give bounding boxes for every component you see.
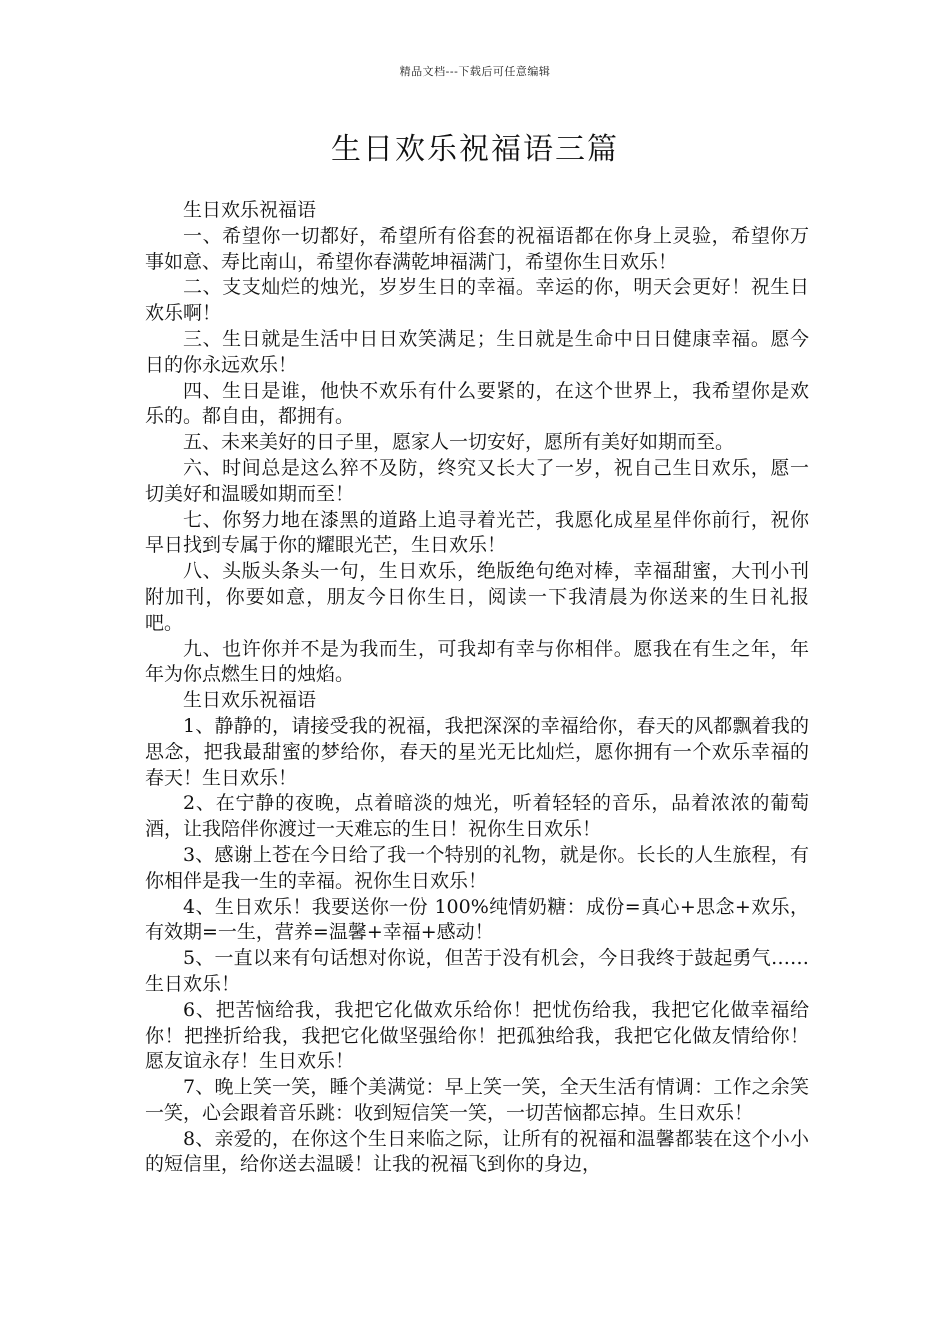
paragraph: 五、未来美好的日子里，愿家人一切安好，愿所有美好如期而至。 xyxy=(183,431,735,454)
paragraph: 6、把苦恼给我，我把它化做欢乐给你！把忧伤给我，我把它化做幸福给你！把挫折给我，我把它化做坚强给你！把孤独给我，我把它化做友情给你！愿友谊永存！生日欢乐！ xyxy=(145,998,809,1073)
section-heading: 生日欢乐祝福语 xyxy=(183,199,317,221)
paragraph: 5、一直以来有句话想对你说，但苦于没有机会，今日我终于鼓起勇气……生日欢乐！ xyxy=(145,947,809,995)
paragraph: 八、头版头条头一句，生日欢乐，绝版绝句绝对棒，幸福甜蜜，大刊小刊附加刊，你要如意，朋友今日你生日，阅读一下我清晨为你送来的生日礼报吧。 xyxy=(145,560,809,634)
paragraph: 六、时间总是这么猝不及防，终究又长大了一岁，祝自己生日欢乐，愿一切美好和温暖如期而至！ xyxy=(145,456,809,505)
header-note: 精品文档---下载后可任意编辑 xyxy=(399,65,551,78)
paragraph: 七、你努力地在漆黑的道路上追寻着光芒，我愿化成星星伴你前行，祝你早日找到专属于你的耀眼光芒，生日欢乐！ xyxy=(145,508,809,557)
paragraph: 九、也许你并不是为我而生，可我却有幸与你相伴。愿我在有生之年，年年为你点燃生日的烛焰。 xyxy=(145,637,809,686)
paragraph: 3、感谢上苍在今日给了我一个特别的礼物，就是你。长长的人生旅程，有你相伴是我一生的幸福。祝你生日欢乐！ xyxy=(145,843,809,892)
paragraph: 三、生日就是生活中日日欢笑满足；生日就是生命中日日健康幸福。愿今日的你永远欢乐！ xyxy=(145,327,809,376)
paragraph: 二、支支灿烂的烛光，岁岁生日的幸福。幸运的你，明天会更好！祝生日欢乐啊！ xyxy=(145,276,809,325)
paragraph: 7、晚上笑一笑，睡个美满觉：早上笑一笑，全天生活有情调：工作之余笑一笑，心会跟着音乐跳：收到短信笑一笑，一切苦恼都忘掉。生日欢乐！ xyxy=(145,1076,809,1124)
paragraph: 8、亲爱的，在你这个生日来临之际，让所有的祝福和温馨都装在这个小小的短信里，给你送去温暖！让我的祝福飞到你的身边， xyxy=(145,1127,809,1176)
section-heading: 生日欢乐祝福语 xyxy=(183,689,317,712)
paragraph: 四、生日是谁，他快不欢乐有什么要紧的，在这个世界上，我希望你是欢乐的。都自由，都拥有。 xyxy=(145,379,809,428)
paragraph: 4、生日欢乐！我要送你一份 100%纯情奶糖：成份=真心+思念+欢乐，有效期=一生，营养=温馨+幸福+感动！ xyxy=(145,895,809,944)
paragraph: 1、静静的，请接受我的祝福，我把深深的幸福给你，春天的风都飘着我的思念，把我最甜蜜的梦给你，春天的星光无比灿烂，愿你拥有一个欢乐幸福的春天！生日欢乐！ xyxy=(145,714,809,789)
document-title: 生日欢乐祝福语三篇 xyxy=(331,132,619,167)
paragraph: 一、希望你一切都好，希望所有俗套的祝福语都在你身上灵验，希望你万事如意、寿比南山，希望你春满乾坤福满门，希望你生日欢乐！ xyxy=(145,224,809,273)
paragraph: 2、在宁静的夜晚，点着暗淡的烛光，听着轻轻的音乐，品着浓浓的葡萄酒，让我陪伴你渡过一天难忘的生日！祝你生日欢乐！ xyxy=(145,792,809,841)
document-body xyxy=(145,198,809,1178)
